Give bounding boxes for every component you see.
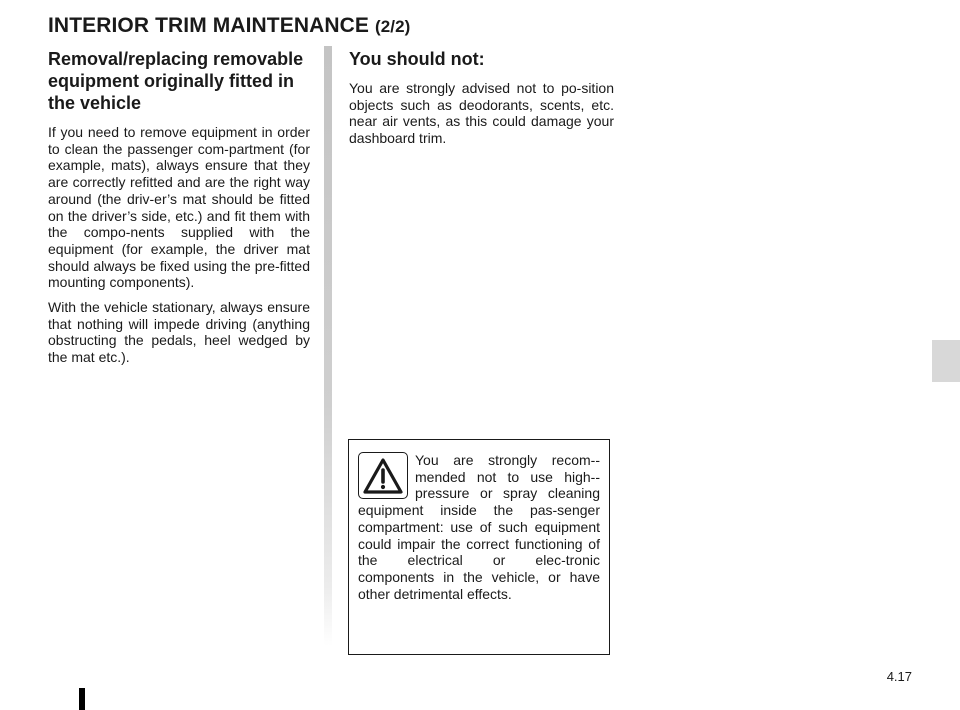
removal-paragraph-2: With the vehicle stationary, always ensure that nothing will impede driving (anything obstructing the pedals, heel wedged by the mat etc.). [48, 299, 310, 366]
page-title-text: INTERIOR TRIM MAINTENANCE [48, 14, 369, 37]
warning-text: You are strongly recom-mended not to use high-pressure or spray cleaning equipment inside the pas-senger compartment: use of such equipment could impair the correct functioning of the electrical or elec-tronic components in the vehicle, or have other detrimental effects. [358, 452, 600, 602]
left-column [48, 48, 310, 374]
should-not-heading: You should not: [349, 49, 485, 69]
right-column [349, 48, 614, 155]
should-not-paragraph: You are strongly advised not to po-sition objects such as deodorants, scents, etc. near air vents, as this could damage your dashboard trim. [349, 80, 614, 147]
page-title-suffix: (2/2) [374, 17, 411, 36]
page-title [48, 14, 410, 38]
removal-heading: Removal/replacing removable equipment originally fitted in the vehicle [48, 49, 304, 113]
corner-mark [79, 688, 85, 710]
removal-paragraph-1: If you need to remove equipment in order to clean the passenger com-partment (for example, mats), always ensure that they are correctly refitted and are the right way around (the driv-er’s mat should be fitted on the driver’s side, etc.) and fit them with the compo-nents supplied with the equipment (for example, the driver mat should always be fixed using the pre-fitted mounting components). [48, 124, 310, 291]
warning-box [348, 439, 610, 655]
chapter-tab [932, 340, 960, 382]
column-divider [324, 46, 332, 646]
page-number: 4.17 [886, 669, 912, 684]
warning-triangle-icon [358, 452, 408, 499]
